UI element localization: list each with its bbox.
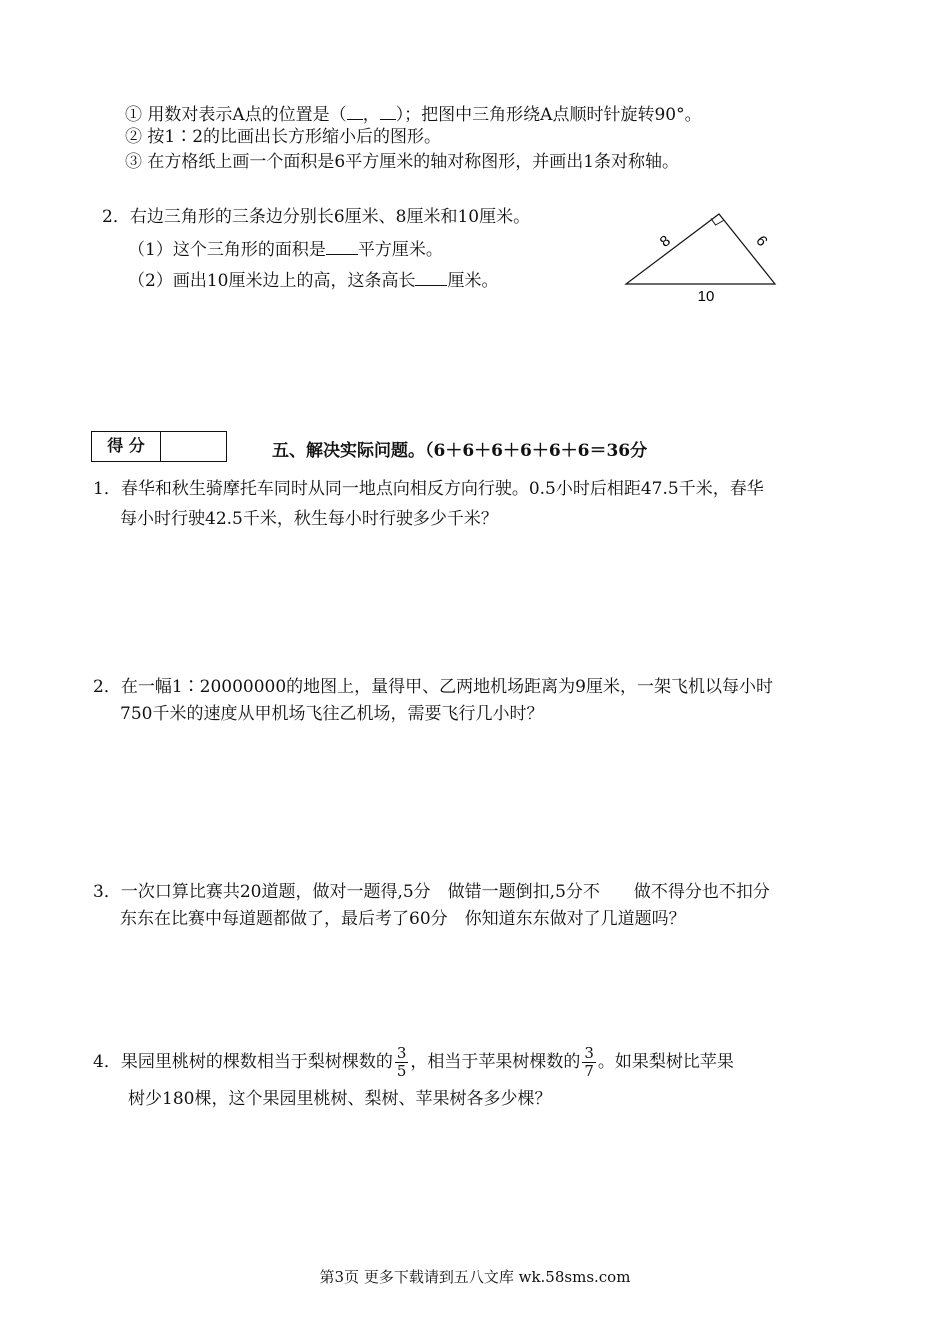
s5-q4-text-a: 4．果园里桃树的棵数相当于梨树棵数的 — [93, 1052, 393, 1072]
fraction1-denominator: 5 — [396, 1062, 407, 1080]
s5-q3-line1: 3．一次口算比赛共20道题，做对一题得,5分 做错一题倒扣,5分不 做不得分也不扣分 — [93, 882, 770, 902]
s5-q4-text-c: 。如果梨树比苹果 — [597, 1052, 734, 1072]
section5-title: 五、解决实际问题。（6＋6＋6＋6＋6＋6＝36分 — [272, 441, 648, 461]
q2-sub2-text: （2）画出10厘米边上的高，这条高长 — [128, 271, 416, 291]
q1-item-a-rest: ）；把图中三角形绕A点顺时针旋转90°。 — [395, 105, 702, 125]
answer-blank-y[interactable] — [380, 101, 396, 120]
s5-q4-line2: 树少180棵，这个果园里桃树、梨树、苹果树各多少棵？ — [128, 1089, 552, 1109]
q2-sub2-unit: 厘米。 — [447, 271, 499, 291]
q2-stem: 2．右边三角形的三条边分别长6厘米、8厘米和10厘米。 — [102, 207, 531, 227]
fraction1-numerator: 3 — [396, 1044, 407, 1062]
score-label: 得 分 — [92, 432, 161, 461]
s5-q1-line1: 1．春华和秋生骑摩托车同时从同一地点向相反方向行驶。0.5小时后相距47.5千米，春华 — [93, 479, 764, 499]
fraction2-denominator: 7 — [584, 1062, 594, 1080]
score-entry-cell[interactable] — [161, 432, 226, 461]
height-answer-blank[interactable] — [415, 267, 447, 286]
triangle-label-right: 6 — [752, 232, 771, 250]
fraction-three-sevenths — [582, 1045, 596, 1080]
q1-item-b: ② 按1∶2的比画出长方形缩小后的图形。 — [125, 127, 442, 147]
s5-q4-text-b: ，相当于苹果树棵数的 — [410, 1052, 581, 1072]
triangle-shape — [626, 214, 775, 284]
answer-blank-x[interactable] — [347, 101, 363, 120]
s5-q2-line2: 750千米的速度从甲机场飞往乙机场，需要飞行几小时？ — [120, 704, 544, 724]
q1-item-a — [125, 101, 702, 126]
fraction2-numerator: 3 — [584, 1044, 594, 1062]
s5-q3-line2: 东东在比赛中每道题都做了，最后考了60分 你知道东东做对了几道题吗？ — [120, 909, 686, 929]
q1-item-a-comma: ， — [362, 105, 380, 125]
area-answer-blank[interactable] — [326, 236, 358, 255]
s5-q2-line1: 2．在一幅1∶20000000的地图上，量得甲、乙两地机场距离为9厘米，一架飞机以每小时 — [93, 677, 773, 697]
q1-item-c: ③ 在方格纸上画一个面积是6平方厘米的轴对称图形，并画出1条对称轴。 — [125, 152, 680, 172]
q1-item-a-text: ① 用数对表示A点的位置是（ — [125, 105, 347, 125]
right-angle-mark — [711, 219, 724, 226]
s5-q1-line2: 每小时行驶42.5千米，秋生每小时行驶多少千米？ — [120, 509, 498, 529]
triangle-label-left: 8 — [656, 232, 674, 251]
right-triangle-figure — [615, 200, 795, 310]
q2-sub1-unit: 平方厘米。 — [357, 240, 443, 260]
page-footer: 第3页 更多下载请到五八文库 wk.58sms.com — [319, 1268, 631, 1286]
q2-sub1-text: （1）这个三角形的面积是 — [128, 240, 326, 260]
score-box — [91, 431, 227, 462]
triangle-label-base: 10 — [697, 288, 715, 305]
fraction-three-fifths — [395, 1045, 409, 1080]
q2-sub1 — [128, 236, 443, 261]
q2-sub2 — [128, 267, 498, 292]
s5-q4-line1 — [93, 1042, 734, 1082]
